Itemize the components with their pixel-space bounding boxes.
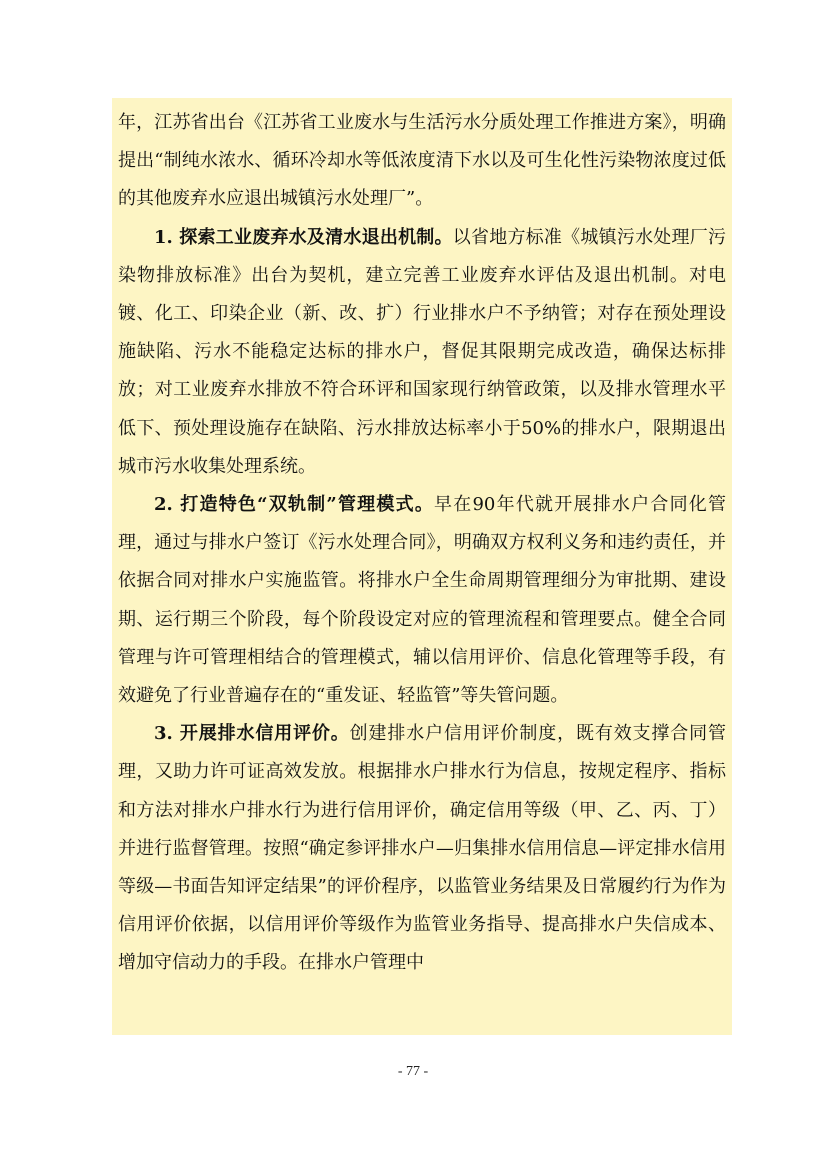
- paragraph-section-2: [118, 486, 726, 715]
- section-heading: 3. 开展排水信用评价。: [154, 723, 350, 745]
- paragraph-text: 年，江苏省出台《江苏省工业废水与生活污水分质处理工作推进方案》，明确提出“制纯水浓水、循环冷却水等低浓度清下水以及可生化性污染物浓度过低的其他废弃水应退出城镇污水处理厂”。: [118, 112, 726, 210]
- page-number: - 77 -: [397, 1064, 429, 1079]
- section-heading: 2. 打造特色“双轨制”管理模式。: [154, 494, 435, 516]
- section-heading: 1. 探索工业废弃水及清水退出机制。: [154, 226, 453, 248]
- paragraph-text: 以省地方标准《城镇污水处理厂污染物排放标准》出台为契机，建立完善工业废弃水评估及退出机制。对电镀、化工、印染企业（新、改、扩）行业排水户不予纳管；对存在预处理设施缺陷、污水不能稳定达标的排水户，督促其限期完成改造，确保达标排放；对工业废弃水排放不符合环评和国家现行纳管政策，以及排水管理水平低下、预处理设施存在缺陷、污水排放达标率小于50%的排水户，限期退出城市污水收集处理系统。: [118, 226, 727, 477]
- paragraph-text: 早在90年代就开展排水户合同化管理，通过与排水户签订《污水处理合同》，明确双方权利义务和违约责任，并依据合同对排水户实施监管。将排水户全生命周期管理细分为审批期、建设期、运行期三个阶段，每个阶段设定对应的管理流程和管理要点。健全合同管理与许可管理相结合的管理模式，辅以信用评价、信息化管理等手段，有效避免了行业普遍存在的“重发证、轻监管”等失管问题。: [118, 494, 727, 707]
- paragraph-section-1: [118, 219, 726, 486]
- paragraph-section-3: [118, 715, 726, 982]
- paragraph-text: 创建排水户信用评价制度，既有效支撑合同管理，又助力许可证高效发放。根据排水户排水行为信息，按规定程序、指标和方法对排水户排水行为进行信用评价，确定信用等级（甲、乙、丙、丁）并进行监督管理。按照“确定参评排水户—归集排水信用信息—评定排水信用等级—书面告知评定结果”的评价程序，以监管业务结果及日常履约行为作为信用评价依据，以信用评价等级作为监管业务指导、提高排水户失信成本、增加守信动力的手段。在排水户管理中: [118, 723, 726, 974]
- body-text: [118, 104, 726, 983]
- paragraph-intro-continuation: [118, 104, 726, 219]
